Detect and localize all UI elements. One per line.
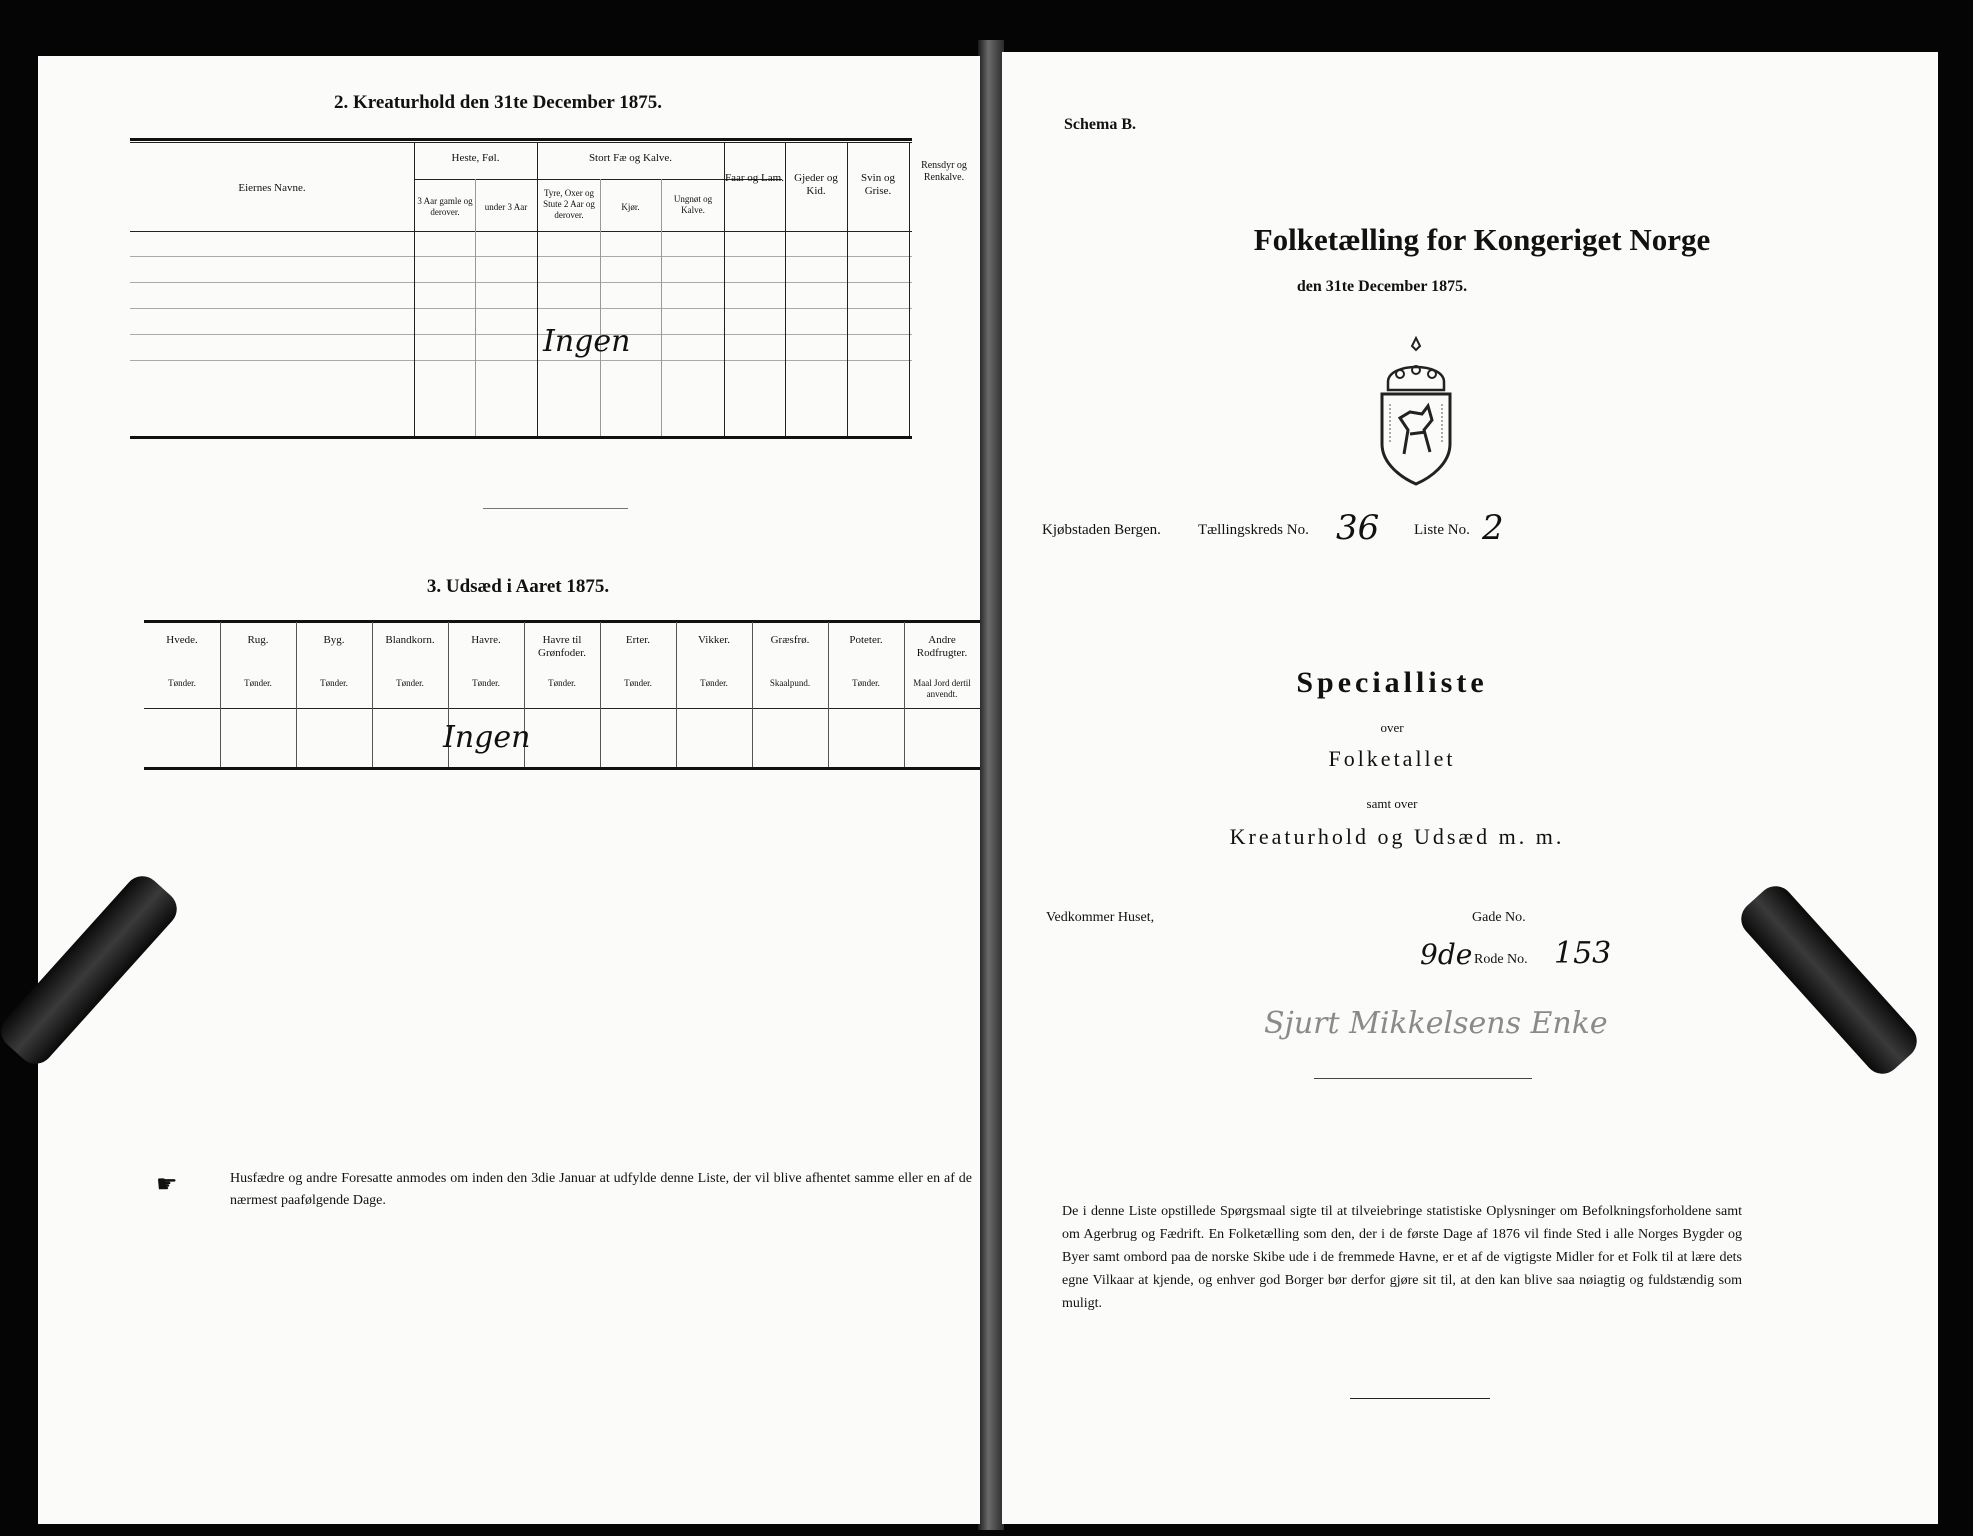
sowing-column-unit: Tønder. bbox=[548, 678, 576, 688]
sowing-column-unit: Maal Jord dertil anvendt. bbox=[913, 678, 971, 699]
sowing-column-unit: Tønder. bbox=[168, 678, 196, 688]
stort-sub-header-3: Ungnøt og Kalve. bbox=[673, 194, 713, 215]
table3-header-rule bbox=[144, 708, 980, 709]
table3-top-rule bbox=[144, 620, 980, 623]
left-page bbox=[38, 56, 980, 1524]
notice-text: Husfædre og andre Foresatte anmodes om inden den 3die Januar at udfylde denne Liste, der vil blive afhentet samme eller en af de nærmest paafølgende Dage. bbox=[230, 1171, 972, 1208]
sowing-column-name: Havre til Grønfoder. bbox=[538, 634, 586, 659]
counting-district-number: 36 bbox=[1336, 508, 1380, 548]
sowing-column-name: Græsfrø. bbox=[770, 634, 810, 646]
divider bbox=[483, 508, 628, 509]
handwritten-ingen-sowing: Ingen bbox=[443, 720, 531, 755]
handwritten-ingen-livestock: Ingen bbox=[543, 324, 631, 359]
gade-number-label: Gade No. bbox=[1472, 910, 1526, 925]
pointing-hand-icon: ☛ bbox=[156, 1172, 178, 1198]
heste-header: Heste, Føl. bbox=[451, 152, 500, 164]
city-label: Kjøbstaden Bergen. bbox=[1042, 522, 1161, 538]
table2-bottom-rule bbox=[130, 436, 912, 439]
sowing-column-name: Erter. bbox=[625, 634, 651, 646]
stort-fae-header: Stort Fæ og Kalve. bbox=[588, 152, 673, 164]
rode-prefix-handwritten: 9de bbox=[1420, 938, 1473, 971]
schema-label: Schema B. bbox=[1064, 116, 1136, 133]
sowing-column-name: Blandkorn. bbox=[385, 634, 435, 646]
over-text: over bbox=[1380, 720, 1404, 735]
specialliste-heading: Specialliste bbox=[1296, 666, 1488, 699]
rode-number-value: 153 bbox=[1554, 936, 1612, 971]
table2-header-rule bbox=[130, 231, 912, 232]
sowing-column-unit: Tønder. bbox=[244, 678, 272, 688]
sowing-column-unit: Skaalpund. bbox=[769, 678, 811, 688]
table3-bottom-rule bbox=[144, 767, 980, 770]
owner-name-handwritten: Sjurt Mikkelsens Enke bbox=[1264, 1006, 1608, 1041]
main-title: Folketælling for Kongeriget Norge bbox=[1253, 222, 1711, 257]
sowing-column-name: Byg. bbox=[323, 634, 345, 646]
census-date: den 31te December 1875. bbox=[1296, 278, 1468, 295]
sowing-column-unit: Tønder. bbox=[472, 678, 500, 688]
section3-title: 3. Udsæd i Aaret 1875. bbox=[426, 576, 610, 597]
owner-name-header: Eiernes Navne. bbox=[238, 182, 306, 194]
table2-top-rule bbox=[130, 138, 912, 141]
closing-rule bbox=[1350, 1398, 1490, 1399]
sowing-column-name: Rug. bbox=[247, 634, 269, 646]
stort-sub-header-1: Tyre, Oxer og Stute 2 Aar og derover. bbox=[543, 188, 595, 220]
sowing-column-name: Andre Rodfrugter. bbox=[916, 634, 968, 659]
svin-header: Svin og Grise. bbox=[861, 172, 895, 197]
folketallet-heading: Folketallet bbox=[1328, 746, 1456, 771]
rensdyr-header: Rensdyr og Renkalve. bbox=[921, 160, 967, 183]
rode-number-label: Rode No. bbox=[1474, 952, 1528, 967]
samt-over-text: samt over bbox=[1366, 796, 1418, 811]
sowing-column-unit: Tønder. bbox=[624, 678, 652, 688]
sowing-column-name: Vikker. bbox=[697, 634, 731, 646]
coat-of-arms-icon bbox=[1370, 334, 1462, 486]
sowing-column-unit: Tønder. bbox=[396, 678, 424, 688]
right-page bbox=[1002, 52, 1938, 1524]
name-underline bbox=[1314, 1078, 1532, 1079]
purpose-paragraph: De i denne Liste opstillede Spørgsmaal sigte til at tilveiebringe statistiske Oplysninger om Befolkningsforholdene samt om Agerbrug og Fædrift. En Folketælling som den, der i de første Dage af 1876 vil finde Sted i alle Norges Bygder og Byer samt ombord paa de norske Skibe ude i de fremmede Havne, er et af de vigtigste Midler for et Folk til at lære dets egne Vilkaar at kjende, og enhver god Borger bør derfor gjøre sit til, at den kan blive saa nøiagtig og fuldstændig som muligt. bbox=[1062, 1204, 1742, 1311]
kreaturhold-heading: Kreaturhold og Udsæd m. m. bbox=[1229, 824, 1565, 849]
heste-sub-header-2: under 3 Aar bbox=[484, 202, 528, 212]
sowing-column-name: Havre. bbox=[471, 634, 501, 646]
list-number-value: 2 bbox=[1482, 508, 1504, 548]
gjeder-header: Gjeder og Kid. bbox=[794, 172, 838, 197]
sowing-column-unit: Tønder. bbox=[320, 678, 348, 688]
heste-sub-header-1: 3 Aar gamle og derover. bbox=[417, 196, 473, 217]
sowing-column-unit: Tønder. bbox=[852, 678, 880, 688]
faar-header: Faar og Lam. bbox=[725, 172, 784, 184]
sowing-column-unit: Tønder. bbox=[700, 678, 728, 688]
stort-sub-header-2: Kjør. bbox=[621, 202, 640, 212]
list-number-label: Liste No. bbox=[1414, 522, 1470, 538]
section2-title: 2. Kreaturhold den 31te December 1875. bbox=[333, 92, 663, 113]
vedkommer-huset-label: Vedkommer Huset, bbox=[1046, 910, 1155, 925]
sowing-column-name: Poteter. bbox=[849, 634, 883, 646]
sowing-column-name: Hvede. bbox=[166, 634, 198, 646]
book-gutter bbox=[978, 40, 1004, 1530]
counting-district-label: Tællingskreds No. bbox=[1198, 522, 1309, 538]
